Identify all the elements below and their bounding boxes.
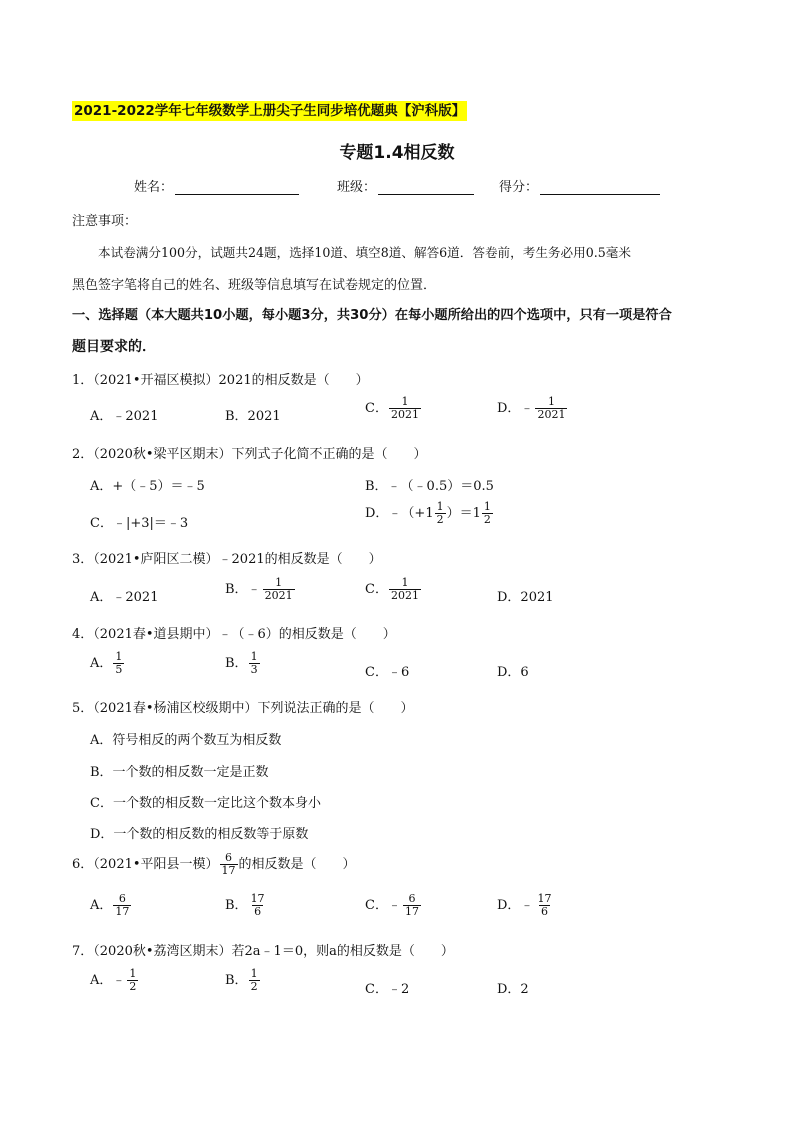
q6-d-fraction [535, 893, 553, 918]
q7-option-b[interactable] [225, 968, 261, 993]
notice-heading: 注意事项： [72, 214, 138, 229]
q6-stem-den: 17 [221, 864, 236, 877]
q2-d-num-2: 1 [483, 500, 491, 513]
q6-d-num: 17 [537, 892, 552, 905]
q4-option-a[interactable] [90, 651, 125, 676]
q3-b-label: B． [225, 582, 248, 597]
q1-d-sign: ﹣ [520, 401, 534, 416]
q4-option-b[interactable] [225, 651, 261, 676]
q5-option-c[interactable]: C．一个数的相反数一定比这个数本身小 [90, 796, 321, 811]
q4-a-label: A． [90, 656, 113, 671]
q6-stem-pre: 6．（2021•平阳县一模） [72, 857, 219, 872]
q3-b-sign: ﹣ [247, 582, 261, 597]
q5-option-b[interactable]: B．一个数的相反数一定是正数 [90, 765, 269, 780]
q3-option-b[interactable] [225, 577, 296, 602]
q2-d-fraction-2 [482, 501, 493, 526]
q6-d-den: 6 [540, 905, 548, 918]
question-5-stem: 5．（2021春•杨浦区校级期中）下列说法正确的是（ ） [72, 701, 414, 716]
q6-c-num: 6 [408, 892, 416, 905]
q6-option-b[interactable] [225, 893, 268, 918]
q7-option-a[interactable] [90, 968, 139, 993]
q6-b-label: B． [225, 898, 248, 913]
question-2-stem: 2．（2020秋•梁平区期末）下列式子化简不正确的是（ ） [72, 447, 427, 462]
q1-d-num: 1 [547, 395, 555, 408]
q7-a-fraction [127, 968, 138, 993]
q6-b-num: 17 [250, 892, 265, 905]
q1-c-fraction [389, 396, 421, 421]
q4-a-fraction [113, 651, 124, 676]
q6-a-den: 17 [115, 905, 130, 918]
question-7-stem: 7．（2020秋•荔湾区期末）若2a﹣1＝0，则a的相反数是（ ） [72, 944, 454, 959]
q6-stem-fraction [220, 852, 238, 877]
q4-option-c[interactable]: C．﹣6 [365, 665, 410, 680]
q1-option-c-label: C． [365, 401, 388, 416]
q2-option-c[interactable]: C．﹣|+3|＝﹣3 [90, 516, 189, 531]
q2-d-den-1: 2 [436, 513, 444, 526]
score-field[interactable] [499, 176, 660, 195]
q3-c-label: C． [365, 582, 388, 597]
q7-b-label: B． [225, 973, 248, 988]
class-label: 班级： [337, 180, 377, 195]
score-blank[interactable] [540, 181, 660, 195]
q2-option-d[interactable] [365, 501, 494, 526]
q7-b-fraction [249, 968, 260, 993]
q2-d-label: D．﹣（+1 [365, 506, 434, 521]
q6-a-fraction [113, 893, 131, 918]
q5-option-d[interactable]: D．一个数的相反数的相反数等于原数 [90, 827, 309, 842]
q6-a-num: 6 [118, 892, 126, 905]
q7-option-d[interactable]: D．2 [497, 982, 529, 997]
q6-b-den: 6 [254, 905, 262, 918]
header-tag: 2021-2022学年七年级数学上册尖子生同步培优题典【沪科版】 [74, 103, 466, 119]
q3-option-d[interactable]: D．2021 [497, 590, 554, 605]
q4-b-fraction [249, 651, 260, 676]
name-field[interactable] [134, 176, 299, 195]
q3-b-den: 2021 [264, 589, 293, 602]
q6-c-label: C． [365, 898, 388, 913]
q4-b-num: 1 [250, 650, 258, 663]
q7-a-den: 2 [129, 980, 137, 993]
q7-a-sign: ﹣ [112, 973, 126, 988]
section-heading-line-1: 一、选择题（本大题共10小题，每小题3分，共30分）在每小题所给出的四个选项中，只有一项是符合 [72, 308, 672, 323]
q4-b-label: B． [225, 656, 248, 671]
q3-c-den: 2021 [390, 589, 419, 602]
class-blank[interactable] [378, 181, 474, 195]
q6-b-fraction [249, 893, 267, 918]
q2-option-a[interactable]: A．+（﹣5）＝﹣5 [90, 479, 205, 494]
q7-b-den: 2 [250, 980, 258, 993]
q6-stem-post: 的相反数是（ ） [238, 857, 356, 872]
notice-line-2: 黑色签字笔将自己的姓名、班级等信息填写在试卷规定的位置． [72, 278, 437, 293]
q3-option-a[interactable]: A．﹣2021 [90, 590, 159, 605]
q6-option-c[interactable] [365, 893, 422, 918]
question-6-stem [72, 852, 356, 877]
q3-option-c[interactable] [365, 577, 422, 602]
q3-c-fraction [389, 577, 421, 602]
q7-option-c[interactable]: C．﹣2 [365, 982, 410, 997]
q7-b-num: 1 [250, 967, 258, 980]
q1-option-b[interactable]: B．2021 [225, 409, 281, 424]
q2-d-fraction-1 [435, 501, 446, 526]
q5-option-a[interactable]: A．符号相反的两个数互为相反数 [90, 733, 282, 748]
q6-a-label: A． [90, 898, 113, 913]
question-3-stem: 3．（2021•庐阳区二模）﹣2021的相反数是（ ） [72, 552, 382, 567]
q3-b-num: 1 [275, 576, 283, 589]
q4-option-d[interactable]: D．6 [497, 665, 529, 680]
q2-option-b[interactable]: B．﹣（﹣0.5）＝0.5 [365, 479, 494, 494]
q1-d-fraction [535, 396, 567, 421]
score-label: 得分： [499, 180, 539, 195]
q2-d-mid: ）＝1 [446, 506, 481, 521]
name-blank[interactable] [175, 181, 299, 195]
question-4-stem: 4．（2021春•道县期中）﹣（﹣6）的相反数是（ ） [72, 627, 396, 642]
q1-d-den: 2021 [537, 408, 566, 421]
q7-a-num: 1 [129, 967, 137, 980]
page-title: 专题1.4相反数 [339, 143, 455, 163]
q6-c-fraction [403, 893, 421, 918]
q1-c-num: 1 [401, 395, 409, 408]
q1-option-d[interactable] [497, 396, 568, 421]
q6-d-sign: ﹣ [520, 898, 534, 913]
q2-d-num-1: 1 [436, 500, 444, 513]
q3-c-num: 1 [401, 576, 409, 589]
name-label: 姓名： [134, 180, 174, 195]
q6-stem-num: 6 [225, 851, 233, 864]
q6-c-sign: ﹣ [387, 898, 401, 913]
q1-c-den: 2021 [390, 408, 419, 421]
q3-b-fraction [263, 577, 295, 602]
class-field[interactable] [337, 176, 474, 195]
q1-option-c[interactable] [365, 396, 422, 421]
q7-a-label: A． [90, 973, 113, 988]
q6-option-d[interactable] [497, 893, 554, 918]
q2-d-den-2: 2 [483, 513, 491, 526]
q4-b-den: 3 [250, 663, 258, 676]
q4-a-num: 1 [115, 650, 123, 663]
q6-d-label: D． [497, 898, 521, 913]
q6-c-den: 17 [404, 905, 419, 918]
q4-a-den: 5 [115, 663, 123, 676]
question-1-stem: 1．（2021•开福区模拟）2021的相反数是（ ） [72, 373, 369, 388]
q1-option-d-label: D． [497, 401, 521, 416]
section-heading-line-2: 题目要求的． [72, 339, 156, 355]
q1-option-a[interactable]: A．﹣2021 [90, 409, 159, 424]
notice-line-1: 本试卷满分100分，试题共24题，选择10道、填空8道、解答6道．答卷前，考生务必用0.5毫米 [98, 245, 631, 260]
q6-option-a[interactable] [90, 893, 132, 918]
